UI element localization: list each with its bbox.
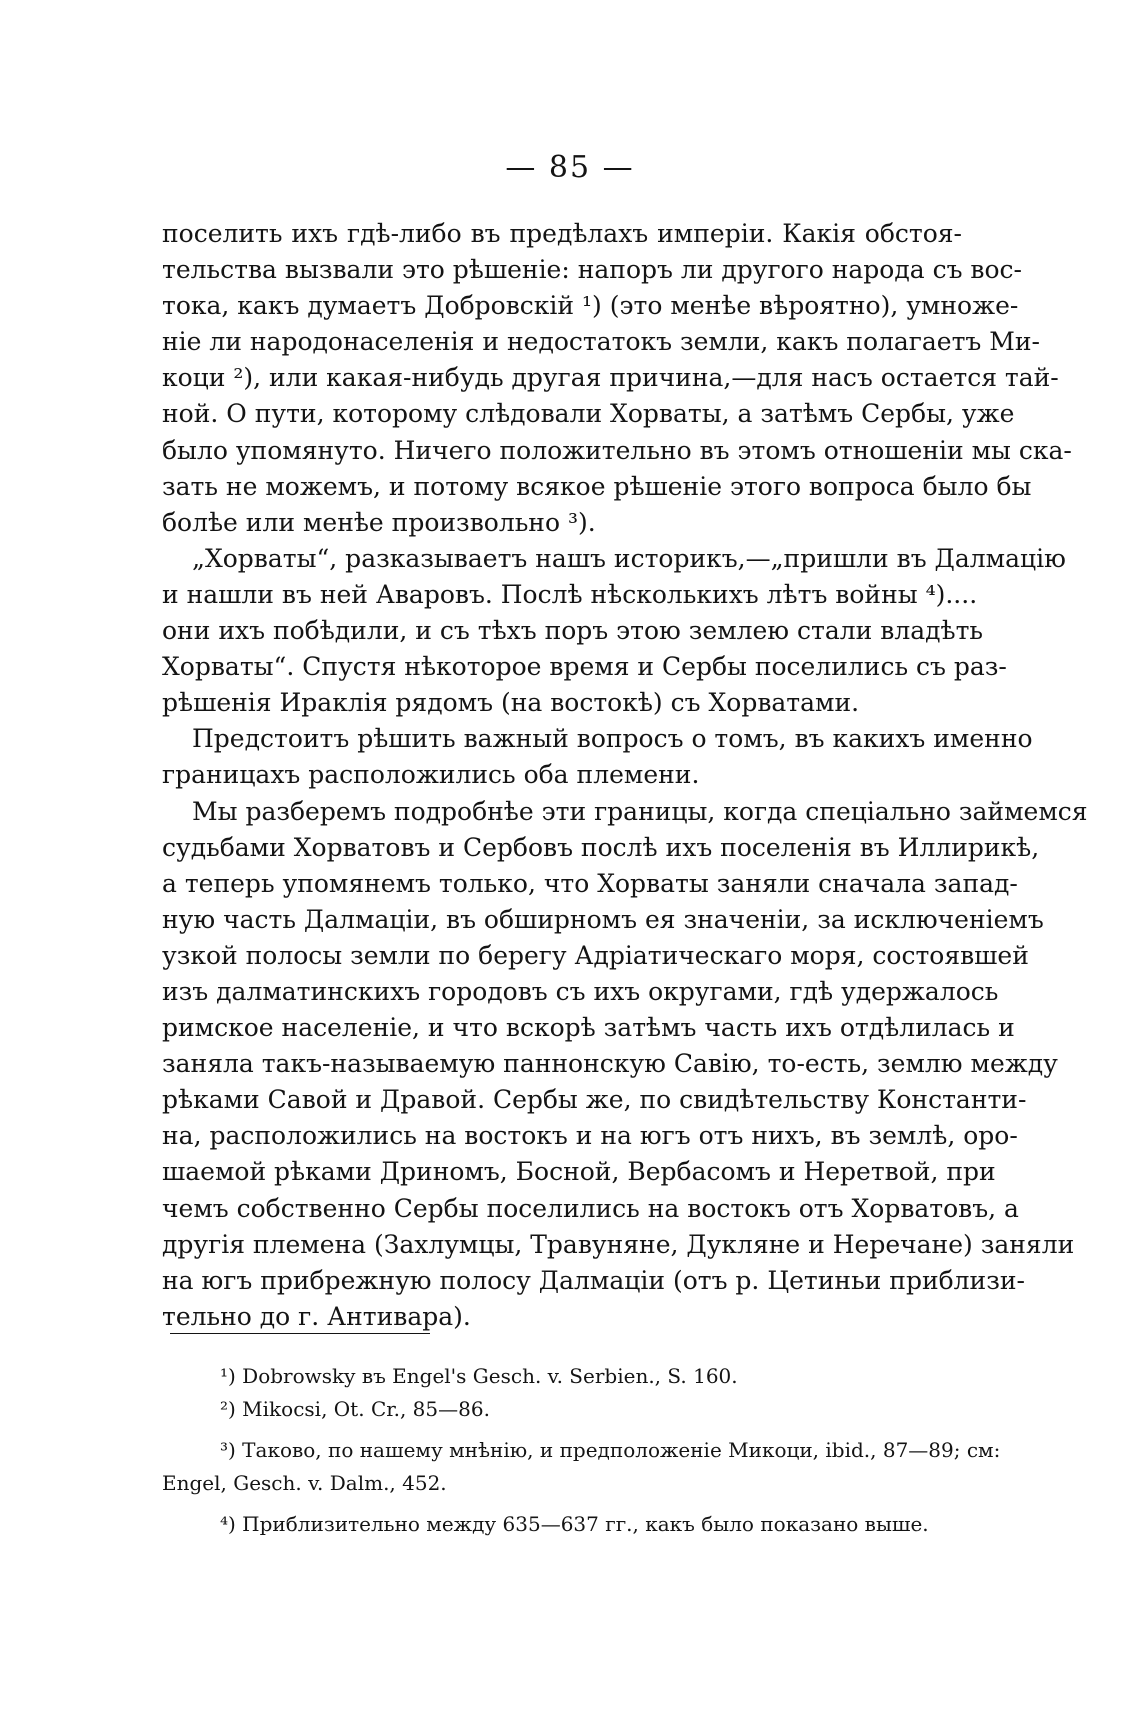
text-line: „Хорваты“, разказываетъ нашъ историкъ,—„пришли въ Далмацію bbox=[192, 543, 1066, 573]
text-line: Предстоитъ рѣшить важный вопросъ о томъ, въ какихъ именно bbox=[192, 724, 1033, 754]
paragraph bbox=[162, 541, 1066, 721]
text-line: другія племена (Захлумцы, Травуняне, Дукляне и Неречане) заняли bbox=[162, 1229, 1075, 1259]
footnote-1: ¹) Dobrowsky въ Engel's Gesch. v. Serbien., S. 160. bbox=[220, 1364, 738, 1388]
footnote-3: ³) Таково, по нашему мнѣнію, и предположеніе Микоци, ibid., 87—89; см: bbox=[220, 1438, 1001, 1462]
main-text bbox=[162, 216, 1088, 1335]
footnote-divider bbox=[170, 1333, 430, 1334]
text-line: римское населеніе, и что вскорѣ затѣмъ часть ихъ отдѣлилась и bbox=[162, 1013, 1015, 1043]
text-line: болѣе или менѣе произвольно ³). bbox=[162, 507, 596, 537]
text-line: коци ²), или какая-нибудь другая причина,—для насъ остается тай- bbox=[162, 363, 1059, 393]
text-line: они ихъ побѣдили, и съ тѣхъ поръ этою землею стали владѣть bbox=[162, 616, 984, 646]
text-line: ную часть Далмаціи, въ обширномъ ея значеніи, за исключеніемъ bbox=[162, 904, 1044, 934]
text-line: а теперь упомянемъ только, что Хорваты заняли сначала запад- bbox=[162, 868, 1018, 898]
footnote-2: ²) Mikocsi, Ot. Cr., 85—86. bbox=[220, 1397, 490, 1421]
text-line: изъ далматинскихъ городовъ съ ихъ округами, гдѣ удержалось bbox=[162, 976, 999, 1006]
text-line: судьбами Хорватовъ и Сербовъ послѣ ихъ поселенія въ Иллирикѣ, bbox=[162, 832, 1040, 862]
text-line: тельно до г. Антивара). bbox=[162, 1301, 471, 1331]
footnotes bbox=[162, 1360, 1001, 1541]
paragraph bbox=[162, 216, 1072, 541]
text-line: на, расположились на востокъ и на югъ отъ нихъ, въ землѣ, оро- bbox=[162, 1121, 1018, 1151]
paragraph bbox=[162, 794, 1088, 1335]
text-line: заняла такъ-называемую паннонскую Савію, то-есть, землю между bbox=[162, 1049, 1058, 1079]
text-line: Хорваты“. Спустя нѣкоторое время и Сербы поселились съ раз- bbox=[162, 652, 1007, 682]
text-line: границахъ расположились оба племени. bbox=[162, 760, 700, 790]
text-line: Мы разберемъ подробнѣе эти границы, когда спеціально займемся bbox=[192, 796, 1088, 826]
text-line: узкой полосы земли по берегу Адріатическаго моря, состоявшей bbox=[162, 940, 1029, 970]
text-line: ной. О пути, которому слѣдовали Хорваты, а затѣмъ Сербы, уже bbox=[162, 399, 1015, 429]
text-line: поселить ихъ гдѣ-либо въ предѣлахъ имперіи. Какія обстоя- bbox=[162, 219, 962, 248]
text-line: рѣками Савой и Дравой. Сербы же, по свидѣтельству Константи- bbox=[162, 1085, 1027, 1115]
text-line: зать не можемъ, и потому всякое рѣшеніе этого вопроса было бы bbox=[162, 471, 1032, 501]
text-line: рѣшенія Ираклія рядомъ (на востокѣ) съ Хорватами. bbox=[162, 688, 860, 718]
text-line: и нашли въ ней Аваровъ. Послѣ нѣсколькихъ лѣтъ войны ⁴).... bbox=[162, 579, 978, 609]
page-number: — 85 — bbox=[505, 150, 635, 185]
text-line: тока, какъ думаетъ Добровскій ¹) (это менѣе вѣроятно), умноже- bbox=[162, 291, 1019, 321]
text-line: тельства вызвали это рѣшеніе: напоръ ли другого народа съ вос- bbox=[162, 255, 1022, 285]
text-line: ніе ли народонаселенія и недостатокъ земли, какъ полагаетъ Ми- bbox=[162, 327, 1040, 357]
text-line: чемъ собственно Сербы поселились на востокъ отъ Хорватовъ, а bbox=[162, 1193, 1019, 1223]
text-line: на югъ прибрежную полосу Далмаціи (отъ р. Цетиньи приблизи- bbox=[162, 1265, 1025, 1295]
footnote-3-continuation: Engel, Gesch. v. Dalm., 452. bbox=[162, 1471, 447, 1495]
text-line: было упомянуто. Ничего положительно въ этомъ отношеніи мы ска- bbox=[162, 435, 1072, 465]
footnote-4: ⁴) Приблизительно между 635—637 гг., какъ было показано выше. bbox=[220, 1512, 929, 1536]
paragraph bbox=[162, 721, 1033, 793]
text-line: шаемой рѣками Дриномъ, Босной, Вербасомъ и Неретвой, при bbox=[162, 1157, 996, 1187]
